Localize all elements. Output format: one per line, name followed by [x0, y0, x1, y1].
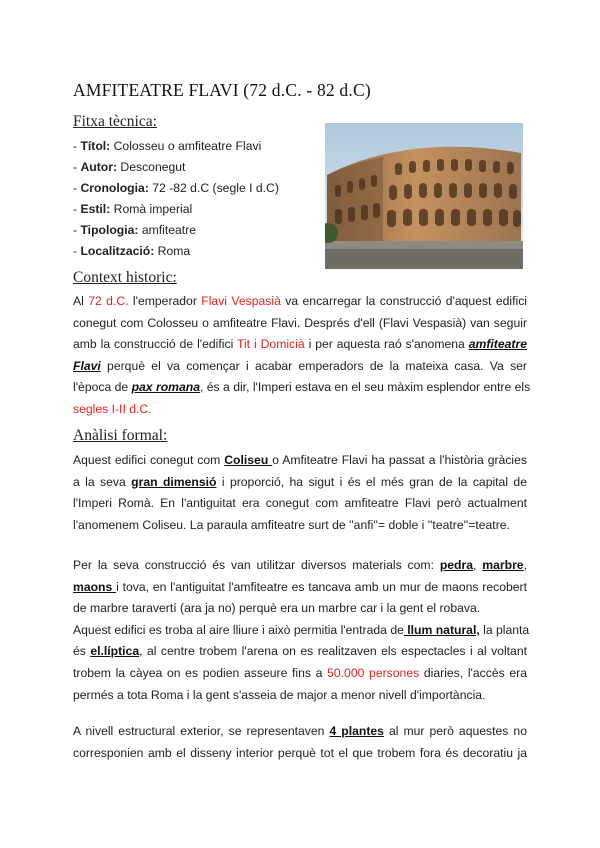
- context-heading: Context historic:: [73, 269, 177, 286]
- analisi-paragraph-2: Per la seva construcció és van utilitzar diversos materials com: pedra, marbre, maons i tova, en l'antiguitat l'amfiteatre es tancava amb un mur de maons recobert de marbre taravertí (ara ja no) perquè era un marbre car i la gent el robava. Aquest edifici es troba al aire lliure i això permitia l'entrada de llum natural, la planta és el.líptica, al centre trobem l'arena on es realitzaven els espectacles i al voltant trobem la càyea on es podien asseure fins a 50.000 persones diaries, l'accès era permés a tota Roma i la gent s'asseia de major a menor nivell d'importància.: [73, 558, 530, 702]
- fitxa-item-estil: - Estil: Romà imperial: [73, 202, 193, 216]
- fitxa-heading: Fitxa tècnica:: [73, 113, 157, 130]
- analisi-heading: Anàlisi formal:: [73, 427, 168, 444]
- fitxa-list: [73, 136, 279, 262]
- analisi-paragraph-1: Aquest edifici conegut com Coliseu o Amfiteatre Flavi ha passat a l'història gràcies a la seva gran dimensió i proporció, ha sigut i és el més gran de la capital de l'Imperi Romà. En l'antiguitat era conegut com amfiteatre Flavi però actualment l'anomenem Coliseu. La paraula amfiteatre surt de ''anfi''= doble i ''teatre''=teatre.: [73, 453, 528, 532]
- analisi-paragraph-3: A nivell estructural exterior, se representaven 4 plantes al mur però aquestes no corresponien amb el disseny interior perquè tot el que trobem fora és decoratiu ja: [73, 724, 527, 760]
- fitxa-item-localitzacio: - Localització: Roma: [73, 244, 191, 258]
- fitxa-item-tipologia: - Tipologia: amfiteatre: [73, 223, 197, 237]
- document-title: AMFITEATRE FLAVI (72 d.C. - 82 d.C): [73, 80, 371, 100]
- fitxa-item-autor: - Autor: Desconegut: [73, 160, 186, 174]
- fitxa-item-cronologia: - Cronologia: 72 -82 d.C (segle I d.C): [73, 181, 279, 195]
- fitxa-item-titol: - Títol: Colosseu o amfiteatre Flavi: [73, 139, 262, 153]
- colosseum-photo: [325, 123, 523, 269]
- context-paragraph: Al 72 d.C. l'emperador Flavi Vespasià va encarregar la construcció d'aquest edifici conegut com Colosseu o amfiteatre Flavi. Després d'ell (Flavi Vespasià) van seguir amb la construcció de l'edifici Tit i Domicià i per aquesta raó s'anomena amfiteatre Flavi perquè el va començar i acabar emperadors de la mateixa casa. Va ser l'època de pax romana, és a dir, l'Imperi estava en el seu màxim esplendor entre els segles I-II d.C.: [73, 294, 531, 416]
